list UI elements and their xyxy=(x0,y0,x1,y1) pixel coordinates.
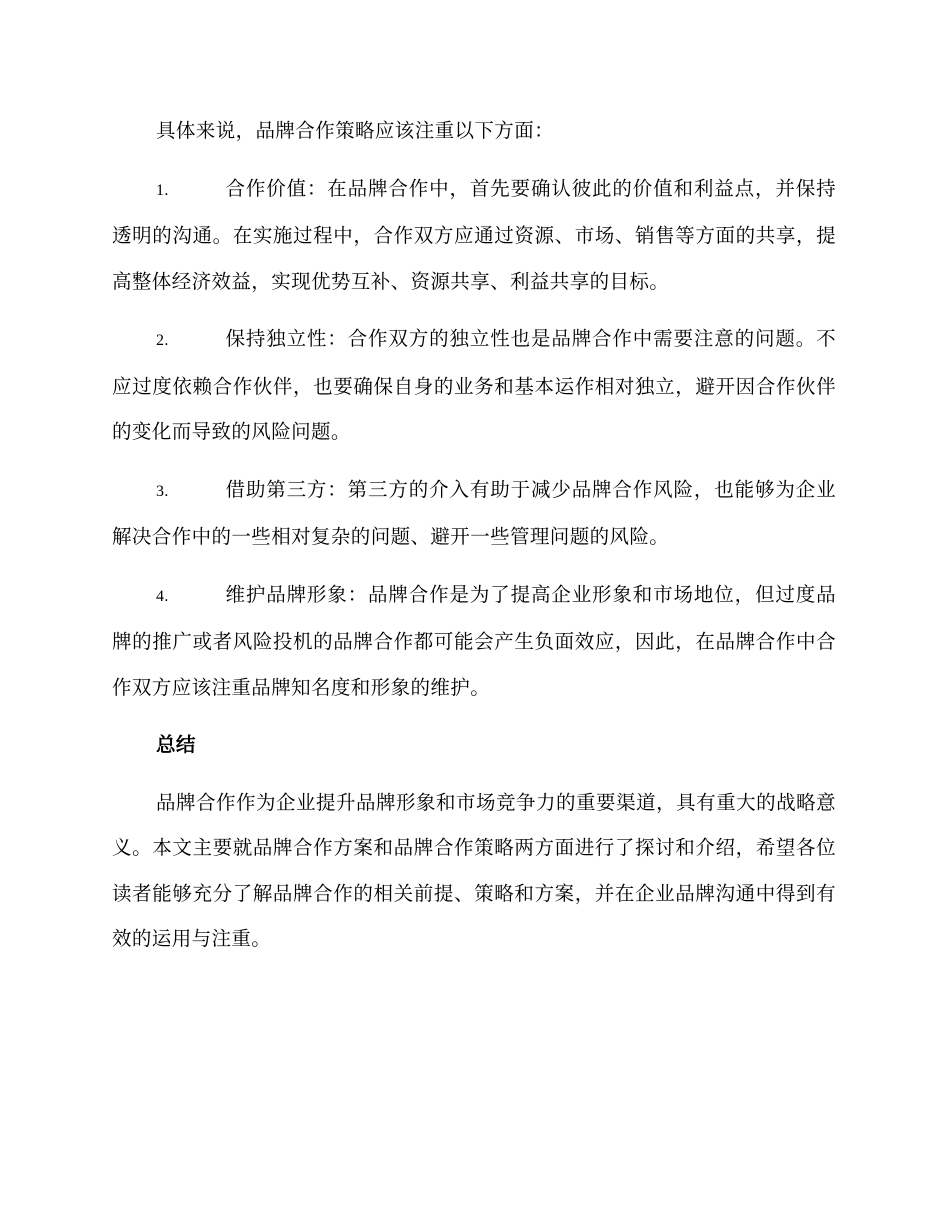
intro-paragraph: 具体来说，品牌合作策略应该注重以下方面： xyxy=(156,119,555,142)
list-number: 1. xyxy=(156,181,169,199)
list-item-text: 借助第三方：第三方的介入有助于减少品牌合作风险，也能够为企业解决合作中的一些相对复杂的问题、避开一些管理问题的风险。 xyxy=(112,477,836,548)
list-item-text: 维护品牌形象：品牌合作是为了提高企业形象和市场地位，但过度品牌的推广或者风险投机的品牌合作都可能会产生负面效应，因此，在品牌合作中合作双方应该注重品牌知名度和形象的维护。 xyxy=(112,582,836,699)
list-item-text: 保持独立性：合作双方的独立性也是品牌合作中需要注意的问题。不应过度依赖合作伙伴，也要确保自身的业务和基本运作相对独立，避开因合作伙伴的变化而导致的风险问题。 xyxy=(112,327,836,443)
list-item-1 xyxy=(112,166,836,305)
list-number: 2. xyxy=(156,332,169,349)
list-item-2 xyxy=(112,316,836,455)
summary-heading: 总结 xyxy=(156,733,196,756)
summary-paragraph: 品牌合作作为企业提升品牌形象和市场竞争力的重要渠道，具有重大的战略意义。本文主要就品牌合作方案和品牌合作策略两方面进行了探讨和介绍，希望各位读者能够充分了解品牌合作的相关前提、策略和方案，并在企业品牌沟通中得到有效的运用与注重。 xyxy=(112,790,836,950)
list-item-4 xyxy=(112,572,836,711)
document-page xyxy=(112,108,836,962)
list-number: 3. xyxy=(156,482,169,500)
list-item-3 xyxy=(112,467,836,560)
list-item-text: 合作价值：在品牌合作中，首先要确认彼此的价值和利益点，并保持透明的沟通。在实施过程中，合作双方应通过资源、市场、销售等方面的共享，提高整体经济效益，实现优势互补、资源共享、利益共享的目标。 xyxy=(112,176,836,293)
list-number: 4. xyxy=(156,587,169,605)
